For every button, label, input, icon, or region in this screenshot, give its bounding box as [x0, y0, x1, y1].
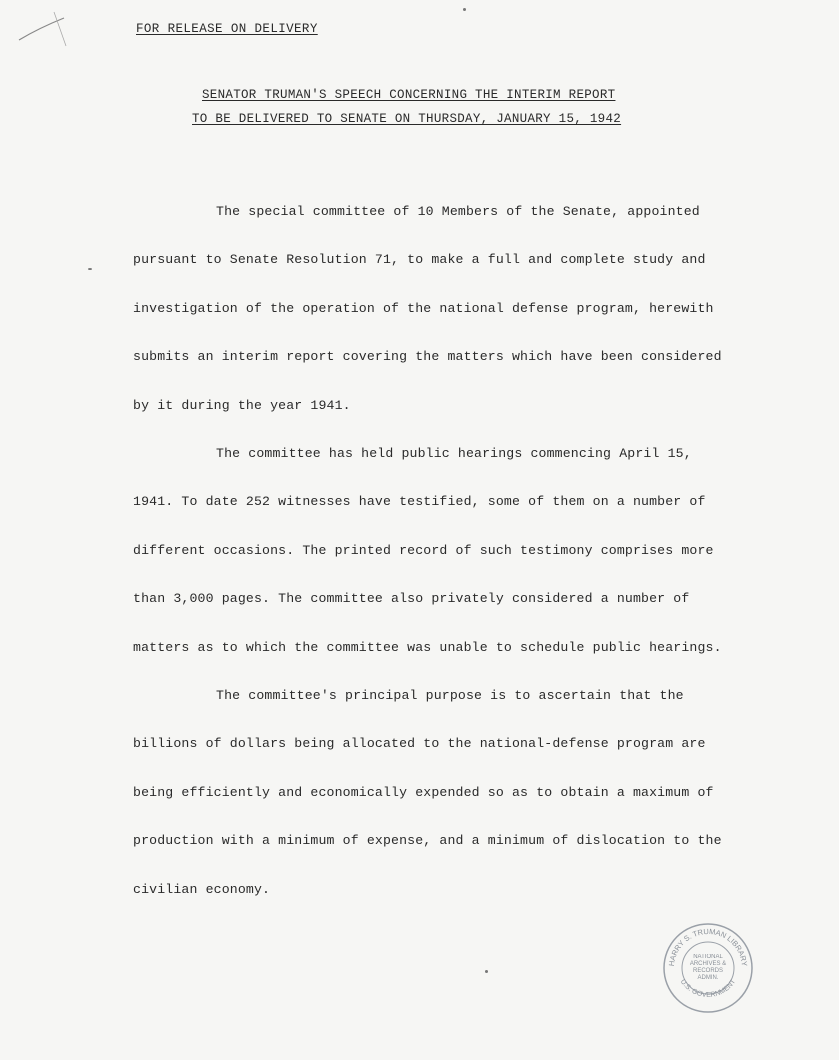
paragraph-1: The special committee of 10 Members of the Senate, appointed pursuant to Senate Resolution 71, to make a full and complete study and investigation of the operation of the national defense program, herewith submits an interim report covering the matters which have been considered by it during the year 1941.	[133, 204, 722, 413]
stamp-outer-text: HARRY S. TRUMAN LIBRARY	[666, 926, 750, 967]
paragraph-3: The committee's principal purpose is to ascertain that the billions of dollars being allocated to the national-defense program are being efficiently and economically expended so as to obtain a maximum of production with a minimum of expense, and a minimum of dislocation to the civilian economy.	[133, 688, 722, 897]
stamp-inner-text: NATIONAL ARCHIVES & RECORDS ADMIN.	[689, 954, 727, 981]
paper-crease-mark	[14, 10, 74, 50]
paragraph-2: The committee has held public hearings commencing April 15, 1941. To date 252 witnesses have testified, some of them on a number of different occasions. The printed record of such testimony comprises more than 3,000 pages. The committee also privately considered a number of matters as to which the committee was unable to schedule public hearings.	[133, 446, 722, 655]
ink-speck	[463, 8, 466, 11]
release-note: FOR RELEASE ON DELIVERY	[136, 22, 318, 36]
title-line-2: TO BE DELIVERED TO SENATE ON THURSDAY, JANUARY 15, 1942	[192, 112, 622, 126]
speech-body	[133, 188, 723, 914]
stamp-bottom-text: U.S. GOVERNMENT	[678, 978, 738, 999]
ink-speck	[88, 268, 92, 270]
archive-stamp	[660, 920, 756, 1016]
title-line-1: SENATOR TRUMAN'S SPEECH CONCERNING THE INTERIM REPORT	[202, 88, 616, 102]
ink-speck	[485, 970, 488, 973]
